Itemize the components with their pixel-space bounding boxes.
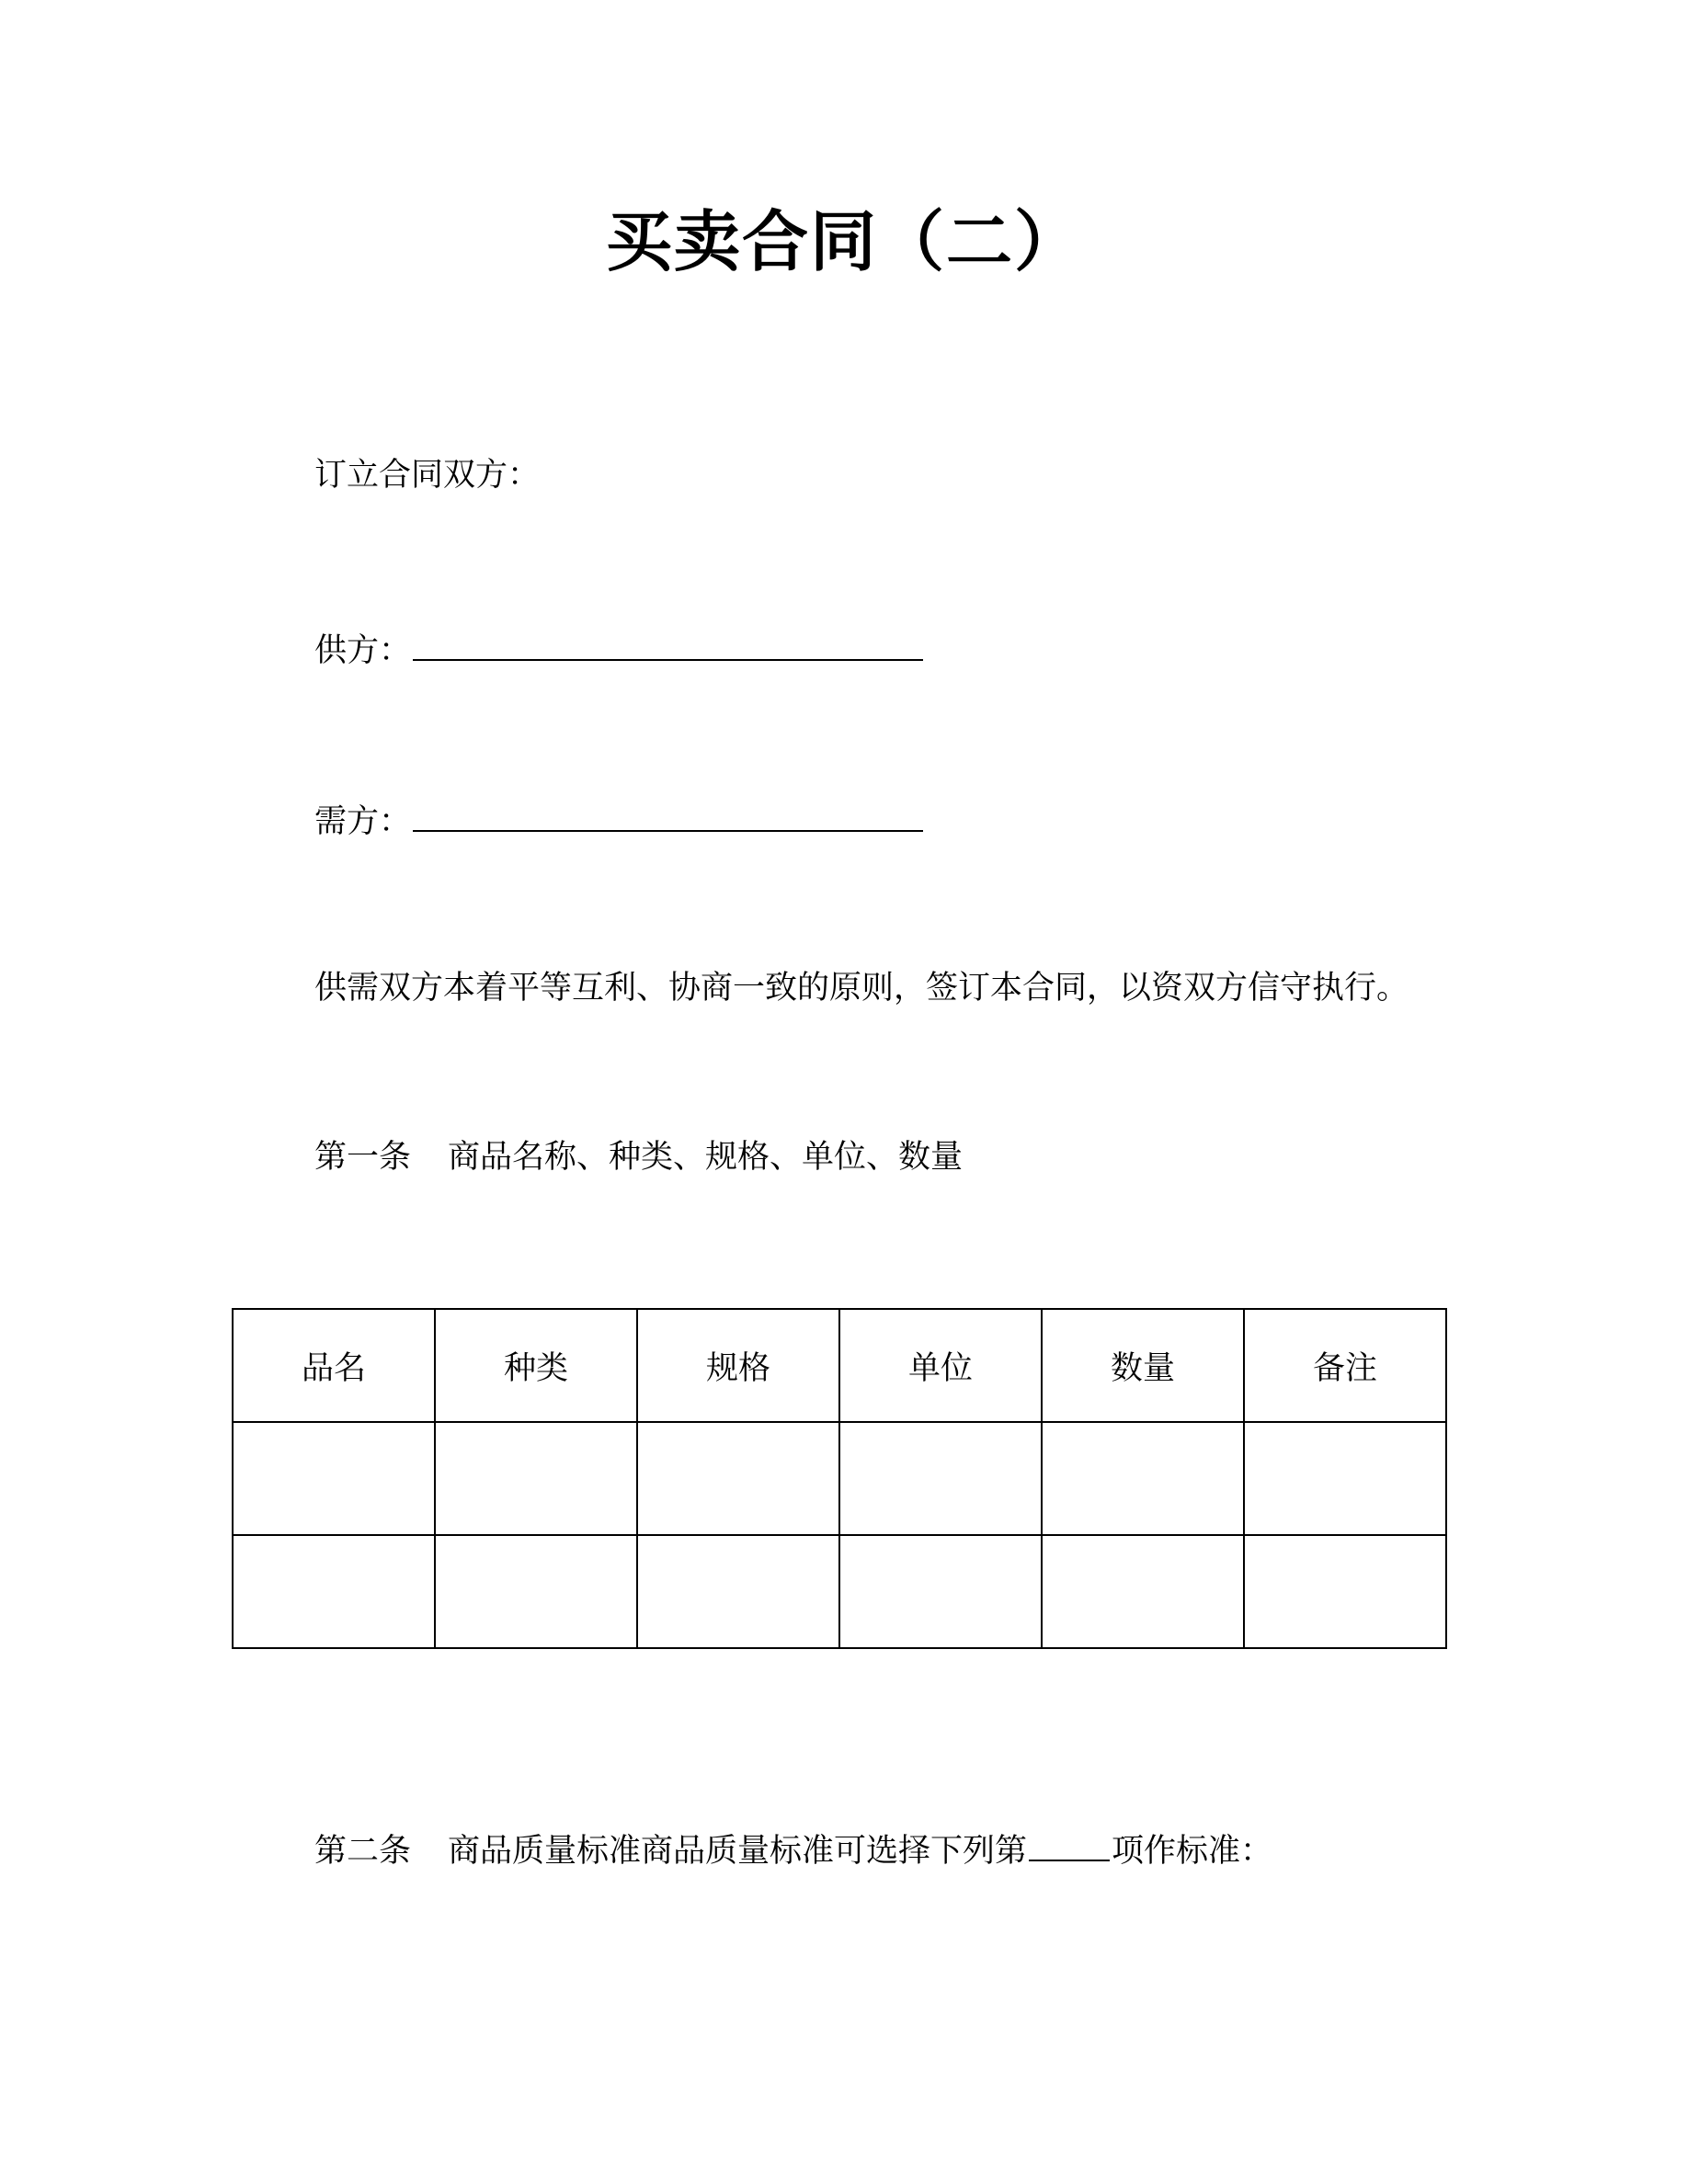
- header-cell-spec: 规格: [637, 1309, 839, 1422]
- article-2-text-after: 项作标准：: [1112, 1833, 1273, 1870]
- header-cell-type: 种类: [435, 1309, 637, 1422]
- header-cell-unit: 单位: [839, 1309, 1042, 1422]
- buyer-line: [314, 793, 923, 845]
- table-cell[interactable]: [1042, 1422, 1244, 1535]
- table-cell[interactable]: [839, 1535, 1042, 1648]
- article-1-heading: [314, 1134, 963, 1180]
- table-cell[interactable]: [839, 1422, 1042, 1535]
- header-cell-name: 品名: [233, 1309, 435, 1422]
- supplier-label: 供方：: [314, 632, 412, 669]
- table-cell[interactable]: [435, 1422, 637, 1535]
- article-2-text-before: 商品质量标准商品质量标准可选择下列第: [448, 1833, 1028, 1870]
- table-row: [233, 1535, 1446, 1648]
- table-cell[interactable]: [233, 1422, 435, 1535]
- table-cell[interactable]: [233, 1535, 435, 1648]
- table-cell[interactable]: [637, 1535, 839, 1648]
- parties-heading: 订立合同双方：: [314, 457, 541, 494]
- table-header-row: [233, 1309, 1446, 1422]
- article-1-text: 商品名称、种类、规格、单位、数量: [448, 1139, 964, 1176]
- supplier-line: [314, 622, 923, 674]
- standard-item-blank[interactable]: [1029, 1823, 1110, 1861]
- supplier-blank[interactable]: [413, 622, 923, 661]
- article-2-number: 第二条: [314, 1833, 412, 1870]
- header-cell-quantity: 数量: [1042, 1309, 1244, 1422]
- preamble-text: 供需双方本着平等互利、协商一致的原则，签订本合同，以资双方信守执行。: [314, 970, 1409, 1007]
- table-cell[interactable]: [1244, 1422, 1446, 1535]
- table-cell[interactable]: [1042, 1535, 1244, 1648]
- article-2-heading: [314, 1823, 1272, 1874]
- table-row: [233, 1422, 1446, 1535]
- goods-table: [232, 1308, 1447, 1649]
- document-title: 买卖合同（二）: [605, 203, 1082, 280]
- table-cell[interactable]: [637, 1422, 839, 1535]
- buyer-label: 需方：: [314, 803, 412, 840]
- table-cell[interactable]: [435, 1535, 637, 1648]
- table-cell[interactable]: [1244, 1535, 1446, 1648]
- article-1-number: 第一条: [314, 1139, 412, 1176]
- header-cell-remarks: 备注: [1244, 1309, 1446, 1422]
- buyer-blank[interactable]: [413, 793, 923, 832]
